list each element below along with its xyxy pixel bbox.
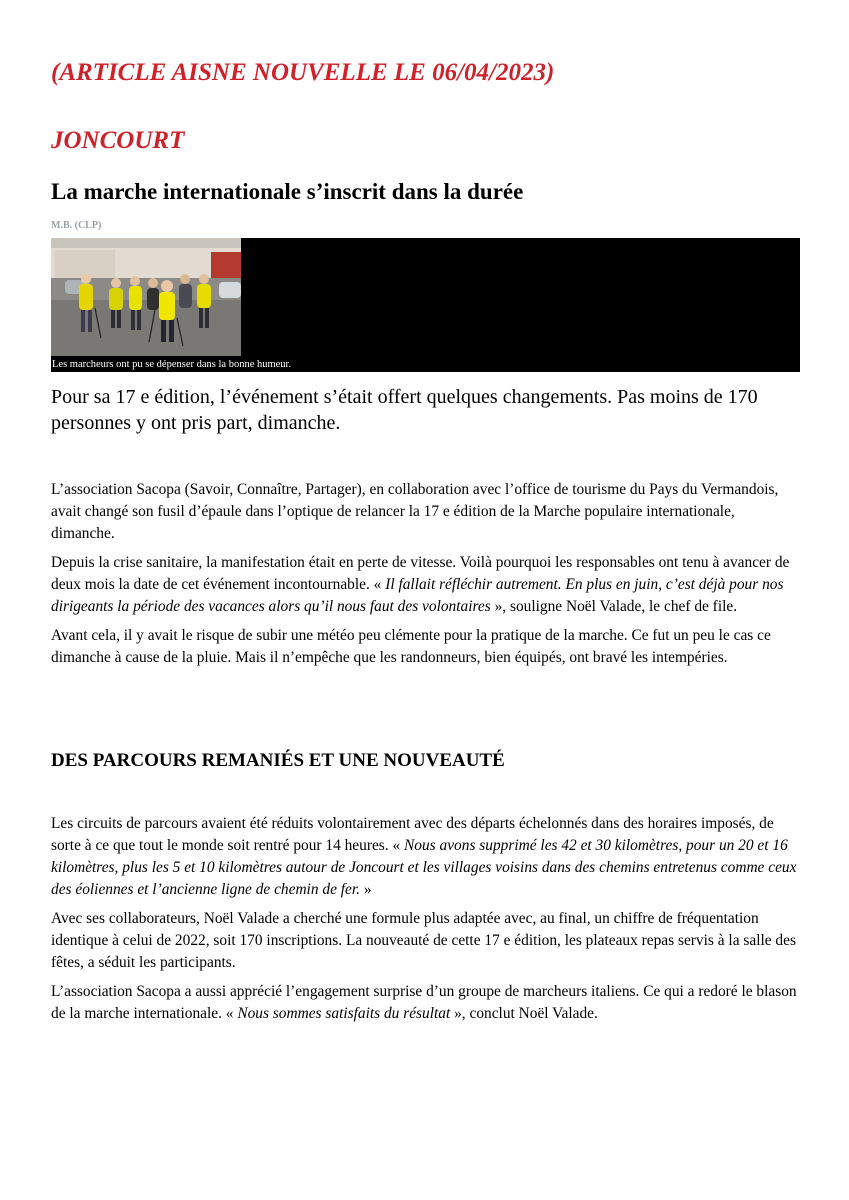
paragraph: Avant cela, il y avait le risque de subir une météo peu clémente pour la pratique de la marche. Ce fut un peu le cas ce dimanche à cause de la pluie. Mais il n’empêche que les randonneurs, bien équipés, ont bravé les intempéries. [51,627,771,666]
paragraph: L’association Sacopa a aussi apprécié l’engagement surprise d’un groupe de marcheurs italiens. Ce qui a redoré le blason de la marche internationale. « Nous sommes satisfaits du résultat », conclut Noël Valade. [51,983,797,1022]
photo-frame [51,238,800,372]
paragraph: Les circuits de parcours avaient été réduits volontairement avec des départs échelonnés dans des horaires imposés, de sorte à ce que tout le monde soit rentré pour 14 heures. « Nous avons supprimé les 42 et 30 kilomètres, pour un 20 et 16 kilomètres, plus les 5 et 10 kilomètres autour de Joncourt et les villages voisins dans des chemins entretenus comme ceux des éoliennes et l’ancienne ligne de chemin de fer. » [51,815,797,898]
article-body-section-1 [51,479,801,676]
article-lede: Pour sa 17 e édition, l’événement s’était offert quelques changements. Pas moins de 170 personnes y ont pris part, dimanche. [51,386,758,434]
quote: Il fallait réfléchir autrement. En plus en juin, c’est déjà pour nos dirigeants la période des vacances alors qu’il nous faut des volontaires [51,576,784,615]
walkers-photo [51,238,241,356]
paragraph: Depuis la crise sanitaire, la manifestation était en perte de vitesse. Voilà pourquoi les responsables ont tenu à avancer de deux mois la date de cet événement incontournable. « Il fallait réfléchir autrement. En plus en juin, c’est déjà pour nos dirigeants la période des vacances alors qu’il nous faut des volontaires », souligne Noël Valade, le chef de file. [51,554,790,615]
quote: Nous avons supprimé les 42 et 30 kilomètres, pour un 20 et 16 kilomètres, plus les 5 et 10 kilomètres autour de Joncourt et les villages voisins dans des chemins entretenus comme ceux des éoliennes et l’ancienne ligne de chemin de fer. [51,837,797,898]
article-source-line: (ARTICLE AISNE NOUVELLE LE 06/04/2023) [51,59,555,86]
paragraph: Avec ses collaborateurs, Noël Valade a cherché une formule plus adaptée avec, au final, un chiffre de fréquentation identique à celui de 2022, soit 170 inscriptions. La nouveauté de cette 17 e édition, les plateaux repas servis à la salle des fêtes, a séduit les participants. [51,910,796,971]
article-byline: M.B. (CLP) [51,220,102,231]
article-location: JONCOURT [51,127,185,154]
article-headline: La marche internationale s’inscrit dans la durée [51,179,524,204]
article-body-section-2 [51,813,801,1032]
photo-caption: Les marcheurs ont pu se dépenser dans la bonne humeur. [52,359,292,370]
quote: Nous sommes satisfaits du résultat [237,1005,451,1022]
section-heading: DES PARCOURS REMANIÉS ET UNE NOUVEAUTÉ [51,750,505,771]
paragraph: L’association Sacopa (Savoir, Connaître, Partager), en collaboration avec l’office de tourisme du Pays du Vermandois, avait changé son fusil d’épaule dans l’optique de relancer la 17 e édition de la Marche populaire internationale, dimanche. [51,481,779,542]
